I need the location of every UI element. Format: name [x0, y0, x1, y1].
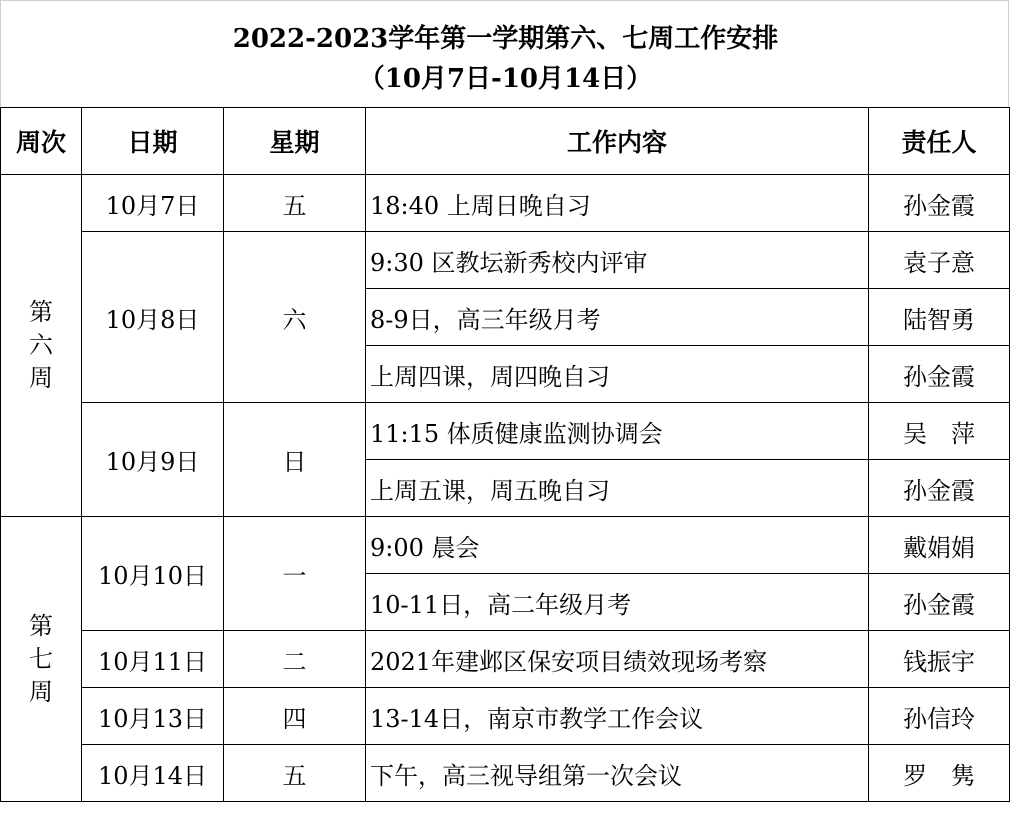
table-row: [1, 232, 1010, 289]
table-row: [1, 688, 1010, 745]
date-cell: 10月13日: [82, 688, 224, 745]
date-cell: 10月14日: [82, 745, 224, 802]
header-week: 周次: [1, 108, 82, 175]
table-row: [1, 631, 1010, 688]
person-cell: 孙金霞: [869, 460, 1010, 517]
weekday-cell: 四: [224, 688, 366, 745]
date-cell: 10月8日: [82, 232, 224, 403]
weekday-cell: 五: [224, 175, 366, 232]
table-row: [1, 403, 1010, 460]
weekday-cell: 五: [224, 745, 366, 802]
content-cell: 上周四课，周四晚自习: [366, 346, 869, 403]
content-cell: 11:15 体质健康监测协调会: [366, 403, 869, 460]
table-row: [1, 175, 1010, 232]
date-cell: 10月11日: [82, 631, 224, 688]
person-cell: 孙金霞: [869, 175, 1010, 232]
person-cell: 袁子意: [869, 232, 1010, 289]
weekday-cell: 一: [224, 517, 366, 631]
content-cell: 13-14日，南京市教学工作会议: [366, 688, 869, 745]
person-cell: 吴 萍: [869, 403, 1010, 460]
person-cell: 钱振宇: [869, 631, 1010, 688]
content-cell: 10-11日，高二年级月考: [366, 574, 869, 631]
person-cell: 陆智勇: [869, 289, 1010, 346]
header-row: [1, 108, 1010, 175]
page-title: 2022-2023学年第一学期第六、七周工作安排: [232, 24, 779, 54]
date-cell: 10月10日: [82, 517, 224, 631]
person-cell: 戴娟娟: [869, 517, 1010, 574]
table-row: [1, 517, 1010, 574]
header-date: 日期: [82, 108, 224, 175]
header-person: 责任人: [869, 108, 1010, 175]
content-cell: 下午，高三视导组第一次会议: [366, 745, 869, 802]
weekday-cell: 日: [224, 403, 366, 517]
person-cell: 孙金霞: [869, 574, 1010, 631]
table-row: [1, 745, 1010, 802]
date-cell: 10月7日: [82, 175, 224, 232]
week-label-6: 第 六 周: [1, 175, 82, 517]
date-cell: 10月9日: [82, 403, 224, 517]
header-content: 工作内容: [366, 108, 869, 175]
weekday-cell: 二: [224, 631, 366, 688]
header-weekday: 星期: [224, 108, 366, 175]
page-subtitle-date-range: （10月7日-10月14日）: [358, 64, 653, 94]
person-cell: 孙信玲: [869, 688, 1010, 745]
week-label-7: 第 七 周: [1, 517, 82, 802]
content-cell: 2021年建邺区保安项目绩效现场考察: [366, 631, 869, 688]
content-cell: 上周五课，周五晚自习: [366, 460, 869, 517]
person-cell: 罗 隽: [869, 745, 1010, 802]
schedule-table: [0, 107, 1010, 802]
content-cell: 18:40 上周日晚自习: [366, 175, 869, 232]
content-cell: 9:30 区教坛新秀校内评审: [366, 232, 869, 289]
person-cell: 孙金霞: [869, 346, 1010, 403]
weekday-cell: 六: [224, 232, 366, 403]
content-cell: 8-9日，高三年级月考: [366, 289, 869, 346]
content-cell: 9:00 晨会: [366, 517, 869, 574]
